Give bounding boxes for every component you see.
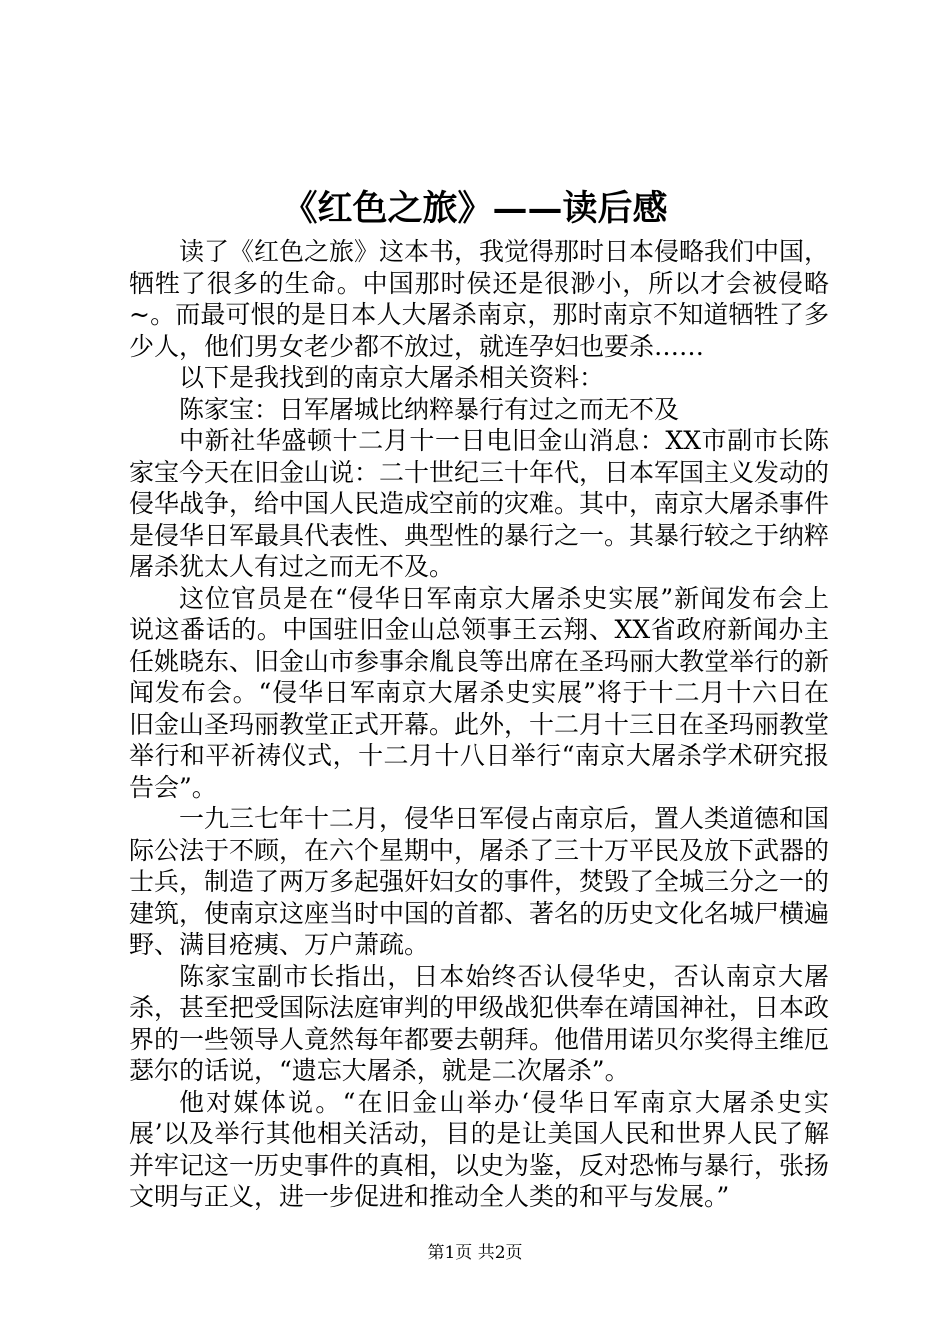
- paragraph: 他对媒体说。“在旧金山举办‘侵华日军南京大屠杀史实展’以及举行其他相关活动，目的是让美国人民和世界人民了解并牢记这一历史事件的真相，以史为鉴，反对恐怖与暴行，张扬文明与正义，进一步促进和推动全人类的和平与发展。”: [129, 1087, 830, 1211]
- page-footer: [0, 1242, 950, 1264]
- paragraph: 陈家宝：日军屠城比纳粹暴行有过之而无不及: [179, 394, 680, 424]
- paragraph: 陈家宝副市长指出，日本始终否认侵华史，否认南京大屠杀，甚至把受国际法庭审判的甲级战犯供奉在靖国神社，日本政界的一些领导人竟然每年都要去朝拜。他借用诺贝尔奖得主维厄瑟尔的话说，“遗忘大屠杀，就是二次屠杀”。: [129, 961, 830, 1085]
- document-title: 《红色之旅》——读后感: [282, 188, 668, 229]
- document-body: [129, 236, 829, 1213]
- paragraph: 中新社华盛顿十二月十一日电旧金山消息：XX市副市长陈家宝今天在旧金山说：二十世纪三十年代，日本军国主义发动的侵华战争，给中国人民造成空前的灾难。其中，南京大屠杀事件是侵华日军最具代表性、典型性的暴行之一。其暴行较之于纳粹屠杀犹太人有过之而无不及。: [129, 426, 830, 581]
- paragraph: 这位官员是在“侵华日军南京大屠杀史实展”新闻发布会上说这番话的。中国驻旧金山总领事王云翔、XX省政府新闻办主任姚晓东、旧金山市参事余胤良等出席在圣玛丽大教堂举行的新闻发布会。“侵华日军南京大屠杀史实展”将于十二月十六日在旧金山圣玛丽教堂正式开幕。此外，十二月十三日在圣玛丽教堂举行和平祈祷仪式，十二月十八日举行“南京大屠杀学术研究报告会”。: [129, 583, 830, 802]
- page-indicator: 第1页 共2页: [427, 1243, 523, 1263]
- paragraph: 读了《红色之旅》这本书，我觉得那时日本侵略我们中国，牺牲了很多的生命。中国那时侯还是很渺小，所以才会被侵略~。而最可恨的是日本人大屠杀南京，那时南京不知道牺牲了多少人，他们男女老少都不放过，就连孕妇也要杀……: [129, 237, 830, 361]
- paragraph: 以下是我找到的南京大屠杀相关资料：: [179, 363, 605, 392]
- paragraph: 一九三七年十二月，侵华日军侵占南京后，置人类道德和国际公法于不顾，在六个星期中，屠杀了三十万平民及放下武器的士兵，制造了两万多起强奸妇女的事件，焚毁了全城三分之一的建筑，使南京这座当时中国的首都、著名的历史文化名城尸横遍野、满目疮痍、万户萧疏。: [129, 804, 830, 959]
